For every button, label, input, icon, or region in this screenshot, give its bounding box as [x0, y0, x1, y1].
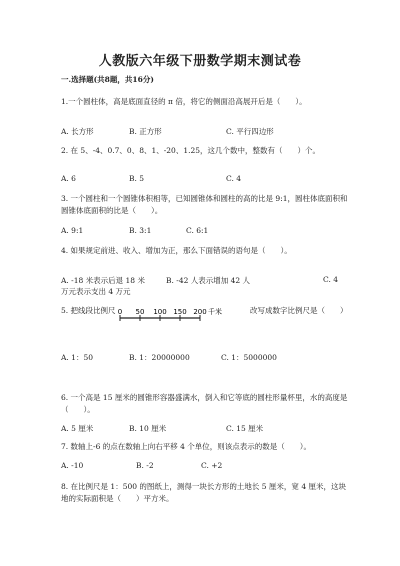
question-1: 1.一个圆柱体，高是底面直径的 π 倍，将它的侧面沿高展开后是（ ）。 — [61, 97, 307, 106]
option-c: C. 1：5000000 — [221, 353, 277, 362]
option-c: C. +2 — [201, 461, 223, 470]
option-b: B. 正方形 — [129, 127, 162, 136]
option-c: C. 6:1 — [186, 226, 209, 235]
option-b: B. 5 — [129, 174, 145, 183]
option-c: C. 4 — [323, 275, 339, 284]
question-6: 6. 一个高是 15 厘米的圆锥形容器盛满水，倒入和它等底的圆柱形量杯里，水的高度是（ ）。 — [61, 393, 348, 414]
question-1-options — [61, 126, 351, 138]
scale-unit: 千米 — [208, 308, 222, 316]
question-2-options — [61, 174, 351, 186]
scale-tick-label: 200 — [193, 308, 207, 316]
question-2: 2. 在 5、-4、0.7、0、8、1、-20、1.25，这几个数中，整数有（ ）个。 — [61, 146, 321, 155]
scale-tick-label: 100 — [153, 308, 167, 316]
scale-tick-label: 50 — [135, 308, 145, 316]
question-5-options — [61, 352, 351, 364]
question-5-text-before: 5. 把线段比例尺 — [61, 306, 116, 315]
option-c: C. 15 厘米 — [226, 424, 264, 433]
question-4-continuation — [61, 286, 351, 298]
option-b: B. 3:1 — [129, 226, 152, 235]
option-a: A. 6 — [61, 174, 76, 183]
option-a: A. 1：50 — [61, 353, 93, 362]
option-b: B. 10 厘米 — [129, 424, 167, 433]
option-c: C. 平行四边形 — [226, 127, 274, 136]
question-3-options — [61, 226, 351, 238]
option-a: A. 5 厘米 — [61, 424, 94, 433]
option-c: C. 4 — [226, 174, 242, 183]
option-b: B. -42 人表示增加 42 人 — [166, 276, 251, 285]
question-6-options — [61, 423, 351, 435]
line-scale-figure — [118, 305, 238, 325]
page-title: 人教版六年级下册数学期末测试卷 — [98, 54, 302, 69]
option-a: A. 9:1 — [61, 226, 84, 235]
option-c-continuation: 万元表示支出 4 万元 — [61, 287, 131, 296]
option-a: A. 长方形 — [61, 127, 94, 136]
option-a: A. -10 — [61, 461, 84, 470]
option-a: A. -18 米表示后退 18 米 — [61, 276, 145, 285]
question-3: 3. 一个圆柱和一个圆锥体积相等，已知圆锥体和圆柱的高的比是 9:1，圆柱体底面积和圆锥体底面积的比是（ ）。 — [61, 194, 348, 215]
question-7: 7. 数轴上-6 的点在数轴上向右平移 4 个单位，则该点表示的数是（ ）。 — [61, 442, 312, 451]
option-b: B. -2 — [136, 461, 154, 470]
question-5-text-after: 改写成数字比例尺是（ ） — [250, 306, 348, 315]
question-8: 8. 在比例尺是 1：500 的图纸上，测得一块长方形的土地长 5 厘米，宽 4 厘米，这块地的实际面积是（ ）平方米。 — [61, 482, 346, 503]
question-4: 4. 如果规定前进、收入、增加为正，那么下面错误的语句是（ ）。 — [61, 246, 292, 255]
scale-tick-label: 150 — [173, 308, 187, 316]
section-heading: 一.选择题(共8题，共16分) — [61, 75, 154, 84]
question-7-options — [61, 461, 351, 473]
option-b: B. 1：20000000 — [129, 353, 190, 362]
scale-tick-label: 0 — [118, 308, 123, 316]
